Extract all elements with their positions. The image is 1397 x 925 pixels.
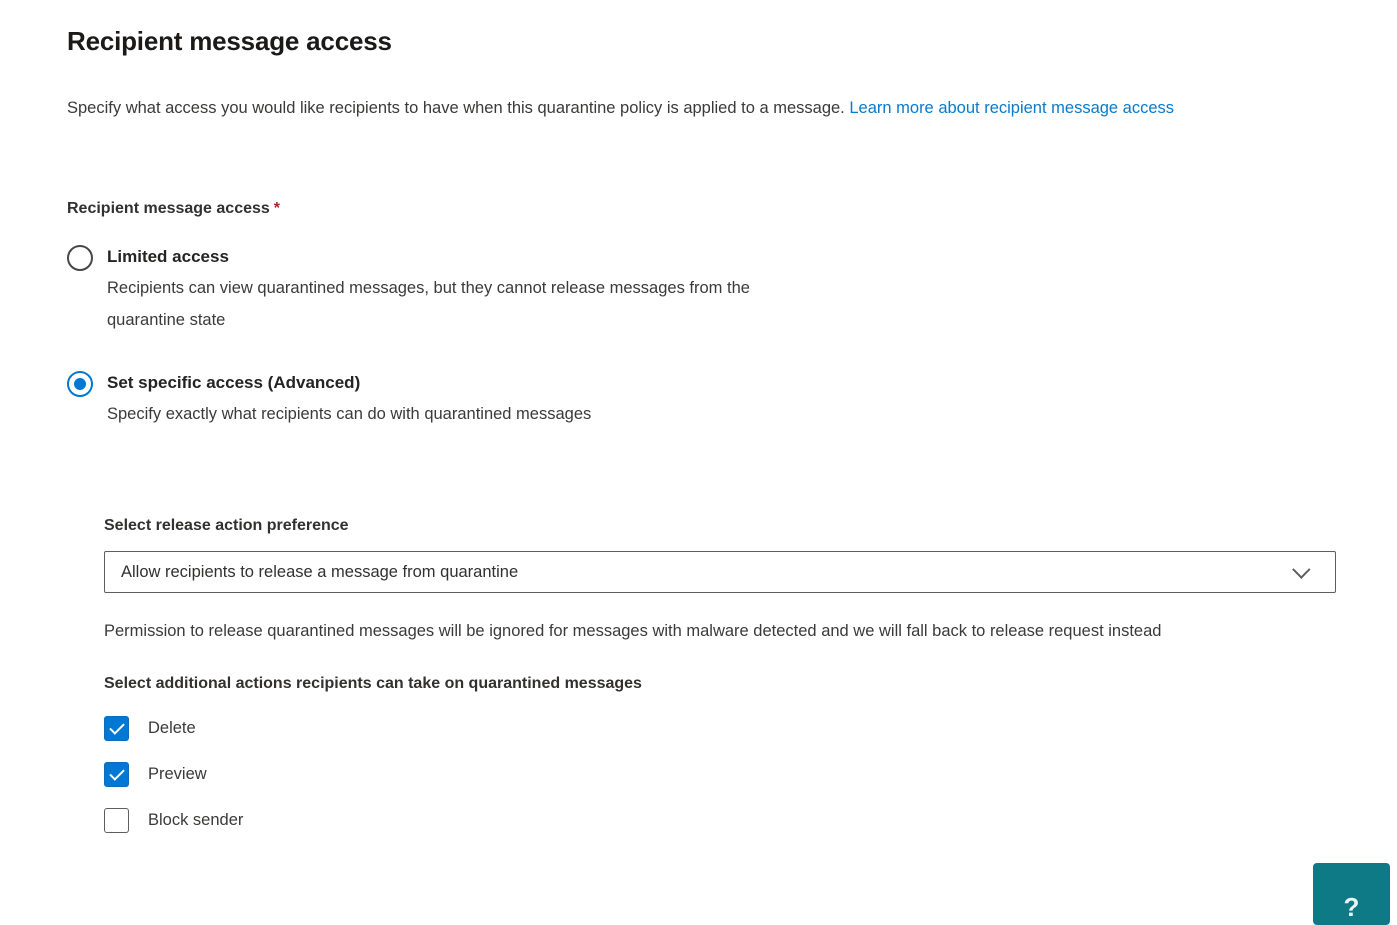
preview-checkbox[interactable]	[104, 762, 129, 787]
additional-actions-label: Select additional actions recipients can take on quarantined messages	[104, 675, 642, 692]
advanced-access-settings	[104, 514, 1332, 833]
checkbox-row-block-sender[interactable]	[104, 807, 1332, 833]
page-description	[67, 94, 1332, 123]
radio-option-limited-access-text	[107, 244, 787, 336]
delete-checkbox-label: Delete	[148, 718, 196, 737]
checkbox-row-delete[interactable]	[104, 715, 1332, 741]
release-preference-dropdown[interactable]	[104, 551, 1336, 593]
page-title: Recipient message access	[67, 26, 392, 56]
chevron-down-icon	[1292, 560, 1310, 578]
checkbox-row-preview[interactable]	[104, 761, 1332, 787]
radio-button-set-specific-access[interactable]	[67, 371, 93, 397]
radio-option-set-specific-access-label: Set specific access (Advanced)	[107, 373, 361, 392]
access-field-label-text: Recipient message access	[67, 200, 270, 217]
radio-option-limited-access-description: Recipients can view quarantined messages, but they cannot release messages from the quarantine state	[107, 279, 750, 329]
learn-more-link[interactable]: Learn more about recipient message access	[849, 99, 1175, 117]
radio-button-limited-access[interactable]	[67, 245, 93, 271]
block-sender-checkbox[interactable]	[104, 808, 129, 833]
radio-option-set-specific-access-description: Specify exactly what recipients can do with quarantined messages	[107, 405, 592, 423]
release-preference-selected-value: Allow recipients to release a message from quarantine	[121, 562, 519, 581]
radio-option-limited-access[interactable]	[67, 244, 1332, 336]
radio-option-set-specific-access[interactable]	[67, 370, 1332, 430]
page-description-text: Specify what access you would like recipients to have when this quarantine policy is applied to a message.	[67, 99, 845, 117]
checkmark-icon	[109, 719, 125, 735]
release-preference-help-text: Permission to release quarantined messages will be ignored for messages with malware detected and we will fall back to release request instead	[104, 622, 1162, 640]
preview-checkbox-label: Preview	[148, 764, 207, 783]
checkmark-icon	[109, 765, 125, 781]
delete-checkbox[interactable]	[104, 716, 129, 741]
required-asterisk: *	[273, 200, 281, 217]
help-button[interactable]: ?	[1313, 863, 1390, 925]
access-field-label	[67, 200, 1332, 218]
radio-option-set-specific-access-text	[107, 370, 591, 430]
radio-option-limited-access-label: Limited access	[107, 247, 229, 266]
block-sender-checkbox-label: Block sender	[148, 810, 244, 829]
release-preference-label: Select release action preference	[104, 517, 349, 534]
